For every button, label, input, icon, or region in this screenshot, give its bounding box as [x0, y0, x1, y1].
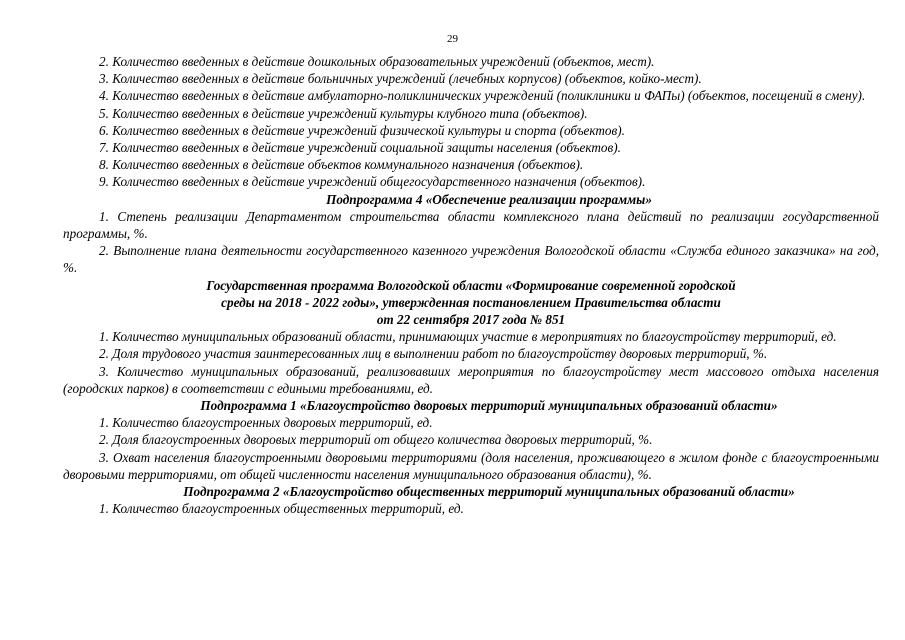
- list-item: 3. Охват населения благоустроенными дворовыми территориями (доля населения, проживающего в жилом фонде с благоустроенными дворовыми территориями, от общей численности населения муниципального образования области), %.: [63, 449, 879, 482]
- document-body: [63, 53, 879, 517]
- program-heading-line-2: среды на 2018 - 2022 годы», утвержденная постановлением Правительства области: [221, 294, 721, 310]
- list-item: 2. Доля трудового участия заинтересованных лиц в выполнении работ по благоустройству дворовых территорий, %.: [99, 346, 768, 362]
- list-item: 8. Количество введенных в действие объектов коммунального назначения (объектов).: [99, 157, 584, 173]
- program-heading-line-1: Государственная программа Вологодской области «Формирование современной городской: [206, 277, 736, 293]
- list-item: 6. Количество введенных в действие учреждений физической культуры и спорта (объектов).: [99, 122, 625, 138]
- list-item: 1. Количество муниципальных образований области, принимающих участие в мероприятиях по благоустройству территорий, ед.: [99, 329, 837, 345]
- program-heading-line-3: от 22 сентября 2017 года № 851: [376, 312, 566, 328]
- list-item: 2. Количество введенных в действие дошкольных образовательных учреждений (объектов, мест).: [99, 54, 655, 69]
- subprogram-2-heading: Подпрограмма 2 «Благоустройство общественных территорий муниципальных образований области»: [183, 484, 795, 500]
- list-item: 3. Количество муниципальных образований, реализовавших мероприятия по благоустройству мест массового отдыха населения (городских парков) в соответствии с едиными требованиями, ед.: [63, 363, 879, 396]
- page-number: 29: [447, 33, 458, 45]
- list-item: 9. Количество введенных в действие учреждений общегосударственного назначения (объектов).: [99, 174, 646, 190]
- subprogram-1-heading: Подпрограмма 1 «Благоустройство дворовых территорий муниципальных образований области»: [200, 398, 778, 414]
- list-item: 7. Количество введенных в действие учреждений социальной защиты населения (объектов).: [99, 140, 621, 156]
- list-item: 2. Выполнение плана деятельности государственного казенного учреждения Вологодской области «Служба единого заказчика» на год, %.: [63, 243, 879, 276]
- list-item: 2. Доля благоустроенных дворовых территорий от общего количества дворовых территорий, %.: [99, 432, 653, 448]
- list-item: 1. Степень реализации Департаментом строительства области комплексного плана действий по реализации государственной программы, %.: [63, 208, 879, 242]
- subprogram-4-heading: Подпрограмма 4 «Обеспечение реализации программы»: [326, 191, 652, 207]
- list-item: 1. Количество благоустроенных общественных территорий, ед.: [99, 501, 464, 517]
- program-heading: [63, 277, 879, 329]
- list-item: 5. Количество введенных в действие учреждений культуры клубного типа (объектов).: [99, 105, 588, 121]
- list-item: 4. Количество введенных в действие амбулаторно-поликлинических учреждений (поликлиники и ФАПы) (объектов, посещений в смену).: [99, 88, 866, 104]
- list-item: 3. Количество введенных в действие больничных учреждений (лечебных корпусов) (объектов, койко-мест).: [99, 71, 702, 87]
- list-item: 1. Количество благоустроенных дворовых территорий, ед.: [99, 415, 433, 431]
